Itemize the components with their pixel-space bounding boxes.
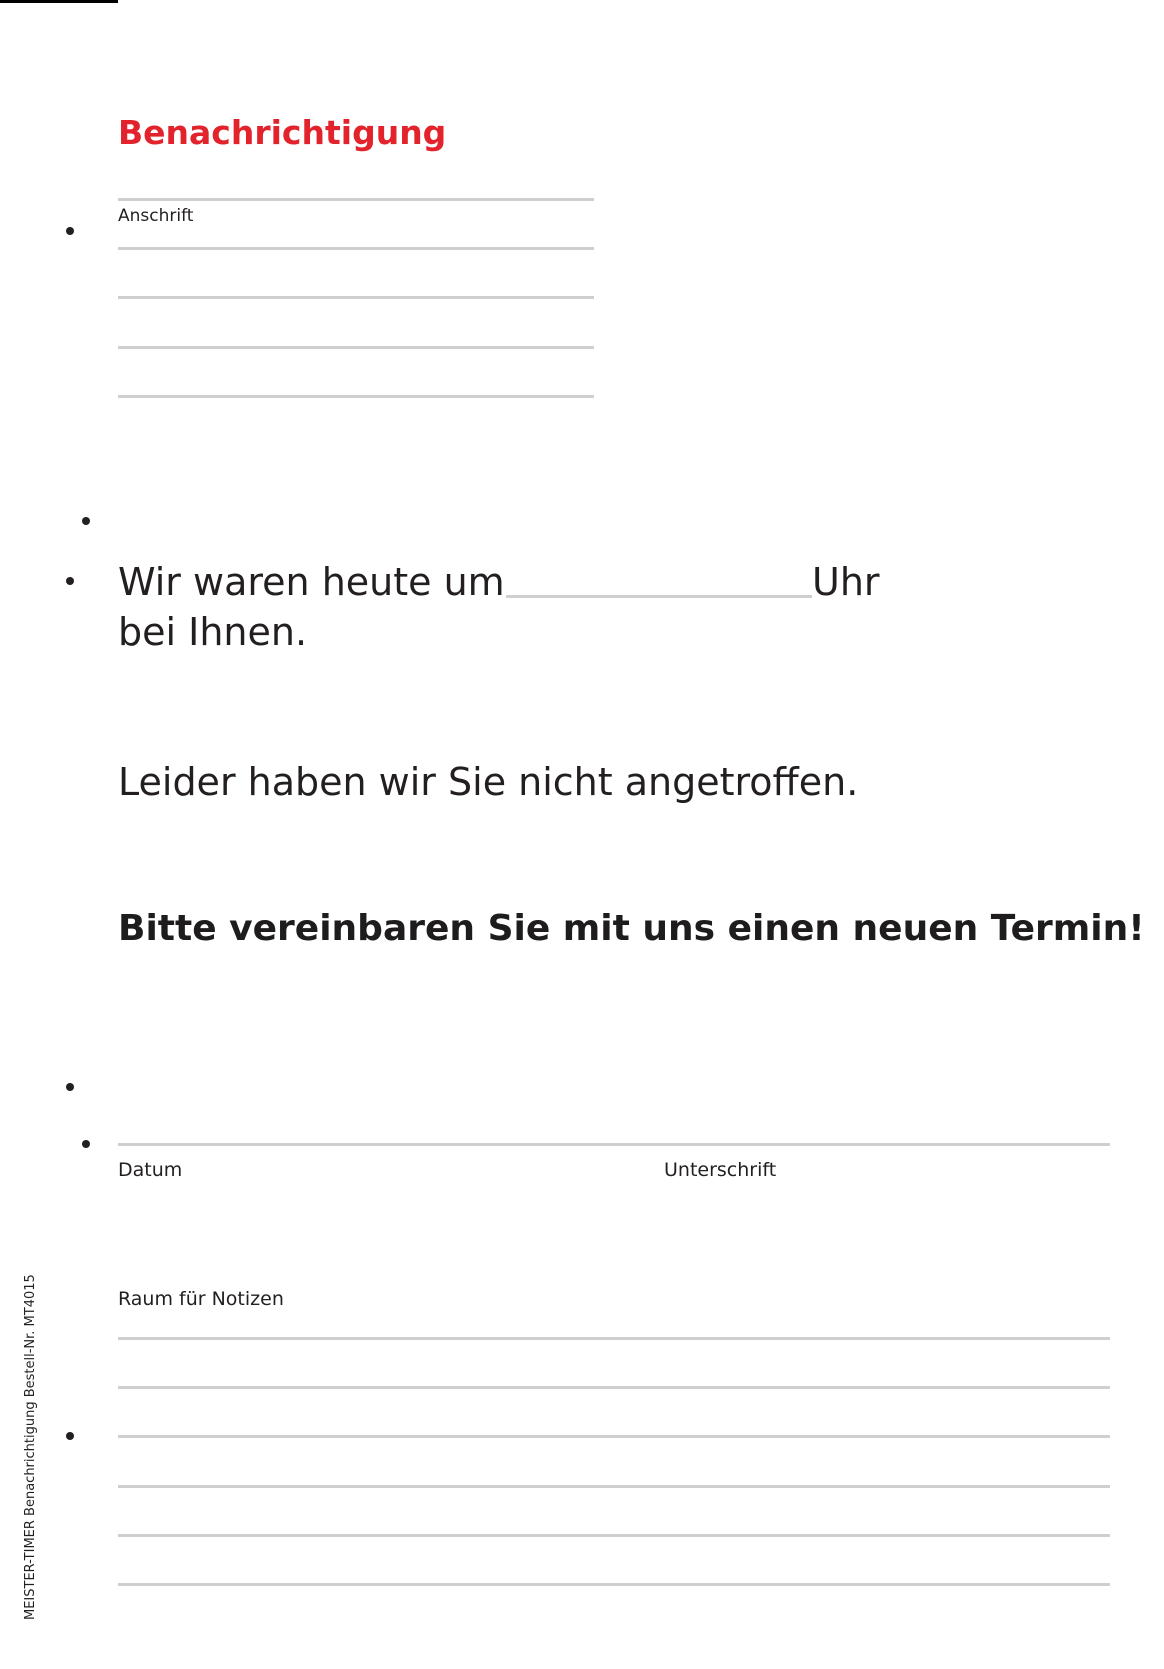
- date-label: Datum: [118, 1159, 183, 1181]
- notes-line-1[interactable]: [118, 1337, 1110, 1340]
- address-label: Anschrift: [118, 206, 194, 226]
- address-line-4[interactable]: [118, 395, 594, 398]
- order-number-imprint: MEISTER-TIMER Benachrichtigung Bestell-Nr. MT4015: [23, 1274, 38, 1620]
- visit-text: Wir waren heute um: [118, 560, 505, 604]
- notes-line-3[interactable]: [118, 1435, 1110, 1438]
- address-line-1[interactable]: [118, 247, 594, 250]
- time-field-line[interactable]: [506, 595, 812, 598]
- notes-line-4[interactable]: [118, 1485, 1110, 1488]
- notes-line-5[interactable]: [118, 1534, 1110, 1537]
- date-signature-line[interactable]: [118, 1143, 1110, 1146]
- punch-hole-mark: [82, 1140, 90, 1148]
- visit-unit: Uhr: [812, 560, 880, 604]
- notes-label: Raum für Notizen: [118, 1288, 284, 1310]
- notes-line-2[interactable]: [118, 1386, 1110, 1389]
- signature-label: Unterschrift: [664, 1159, 777, 1181]
- notes-line-6[interactable]: [118, 1583, 1110, 1586]
- address-line-2[interactable]: [118, 296, 594, 299]
- punch-hole-mark: [66, 1432, 74, 1440]
- punch-hole-mark: [66, 227, 74, 235]
- punch-hole-mark: [66, 1083, 74, 1091]
- page-title: Benachrichtigung: [118, 113, 447, 152]
- missed-text: Leider haben wir Sie nicht angetroffen.: [118, 760, 859, 804]
- punch-hole-mark: [82, 517, 90, 525]
- crop-mark: [0, 0, 118, 3]
- address-line-3[interactable]: [118, 346, 594, 349]
- punch-hole-mark: [66, 577, 74, 585]
- visit-text-2: bei Ihnen.: [118, 610, 308, 654]
- request-text: Bitte vereinbaren Sie mit uns einen neuen Termin!: [118, 908, 1145, 949]
- address-rule: [118, 198, 594, 201]
